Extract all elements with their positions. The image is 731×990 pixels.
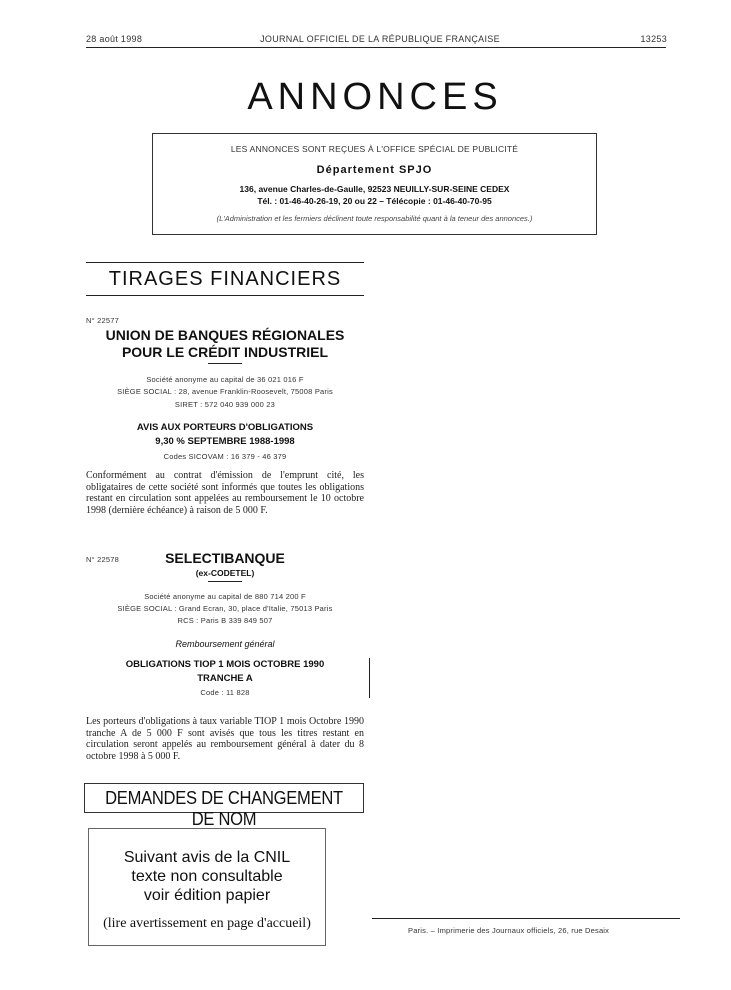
- ad-company-name: POUR LE CRÉDIT INDUSTRIEL: [121, 344, 329, 360]
- ad-siege: SIÈGE SOCIAL : 28, avenue Franklin-Roosevelt, 75008 Paris: [117, 387, 333, 396]
- ad-obligations-title: OBLIGATIONS TIOP 1 MOIS OCTOBRE 1990: [125, 659, 325, 670]
- notice-box: [152, 133, 597, 235]
- ad-company-subname: (ex-CODETEL): [195, 568, 255, 578]
- header-journal-title: JOURNAL OFFICIEL DE LA RÉPUBLIQUE FRANÇAISE: [260, 34, 500, 44]
- notice-address: 136, avenue Charles-de-Gaulle, 92523 NEUILLY-SUR-SEINE CEDEX: [239, 184, 510, 194]
- section-title-box: [84, 783, 364, 829]
- cnil-notice-box: [88, 828, 326, 946]
- section-rule-bottom: [86, 295, 364, 296]
- margin-rule: [369, 658, 370, 698]
- cnil-note: (lire avertissement en page d'accueil): [103, 916, 311, 931]
- cnil-line: voir édition papier: [143, 887, 271, 904]
- ad-body: Les porteurs d'obligations à taux variable TIOP 1 mois Octobre 1990 tranche A de 5 000 F sont avisés que tous les titres restant en circulation seront appelés au remboursement général à dater du 8 octobre 1998 à 5 000 F.: [86, 716, 364, 762]
- ad-body: Conformément au contrat d'émission de l'emprunt cité, les obligataires de cette société sont informés que toutes les obligations restant en circulation sont appelées au remboursement le 10 octobre 1998 (dernière échéance) à raison de 5 000 F.: [86, 470, 364, 516]
- header-page-number: 13253: [640, 34, 667, 44]
- page-title: ANNONCES: [247, 76, 503, 118]
- ad-capital: Société anonyme au capital de 880 714 200 F: [144, 592, 306, 601]
- ad-avis-title: 9,30 % SEPTEMBRE 1988-1998: [155, 436, 295, 447]
- cnil-line: Suivant avis de la CNIL: [123, 849, 291, 866]
- footer-imprint: Paris. – Imprimerie des Journaux officiels, 26, rue Desaix: [408, 926, 610, 935]
- notice-disclaimer: (L'Administration et les fermiers déclinent toute responsabilité quant à la teneur des annonces.): [216, 214, 533, 223]
- section-title-changement-nom: DEMANDES DE CHANGEMENT DE NOM: [105, 788, 343, 829]
- ad-capital: Société anonyme au capital de 36 021 016 F: [146, 375, 304, 384]
- ad-codes: Codes SICOVAM : 16 379 - 46 379: [163, 452, 287, 461]
- ad-rcs: RCS : Paris B 339 849 507: [177, 616, 273, 625]
- ad-siege: SIÈGE SOCIAL : Grand Ecran, 30, place d'Italie, 75013 Paris: [117, 604, 333, 613]
- notice-department: Département SPJO: [316, 164, 433, 176]
- header-date: 28 août 1998: [86, 34, 143, 44]
- ad-siret: SIRET : 572 040 939 000 23: [174, 400, 276, 409]
- section-rule-top: [86, 262, 364, 263]
- ad-company-name: UNION DE BANQUES RÉGIONALES: [105, 327, 345, 343]
- footer-rule: [372, 918, 680, 919]
- ad-remboursement: Remboursement général: [175, 639, 275, 649]
- ad-number: N° 22577: [86, 316, 119, 325]
- cnil-line: texte non consultable: [131, 868, 283, 885]
- ad-obligations-title: TRANCHE A: [197, 673, 253, 684]
- notice-line: LES ANNONCES SONT REÇUES À L'OFFICE SPÉCIAL DE PUBLICITÉ: [230, 144, 519, 154]
- header-rule: [86, 47, 666, 48]
- ad-avis-title: AVIS AUX PORTEURS D'OBLIGATIONS: [136, 422, 314, 433]
- ad-code: Code : 11 828: [200, 688, 250, 697]
- ad-number: N° 22578: [86, 555, 119, 564]
- section-title-tirages: TIRAGES FINANCIERS: [108, 268, 342, 290]
- divider: [208, 363, 242, 364]
- ad-company-name: SELECTIBANQUE: [165, 550, 285, 566]
- notice-phone: Tél. : 01-46-40-26-19, 20 ou 22 – Télécopie : 01-46-40-70-95: [257, 196, 492, 206]
- divider: [208, 581, 242, 582]
